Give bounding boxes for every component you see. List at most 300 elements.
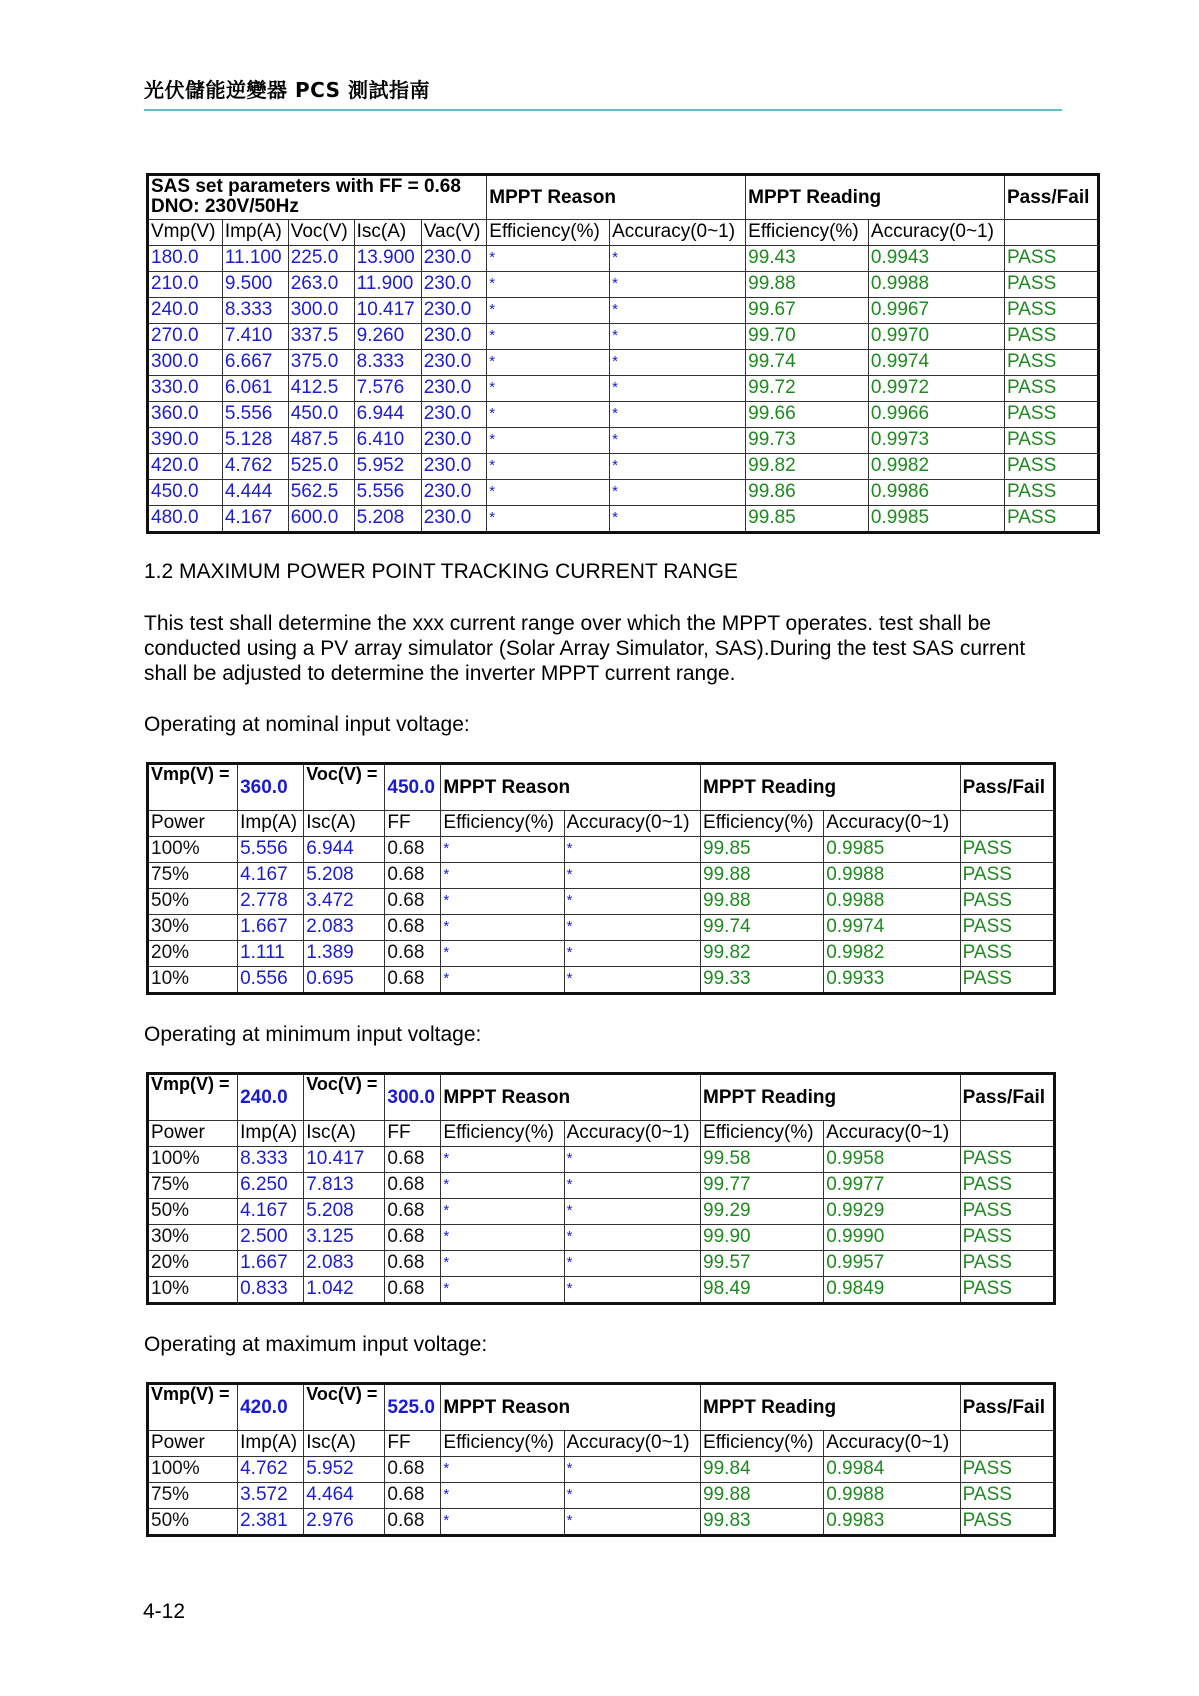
table-cell: 0.9929 — [824, 1199, 960, 1225]
table-cell: * — [441, 1483, 564, 1509]
column-header: Imp(A) — [222, 220, 288, 246]
maximum-voltage-table — [146, 1382, 1056, 1537]
table-cell: * — [564, 1251, 700, 1277]
table-cell: * — [564, 837, 700, 863]
table-cell: * — [487, 506, 610, 533]
table-cell: 6.250 — [238, 1173, 304, 1199]
column-header: Efficiency(%) — [701, 811, 824, 837]
table-cell: * — [564, 889, 700, 915]
table-cell: 4.167 — [238, 863, 304, 889]
table-cell: 5.556 — [238, 837, 304, 863]
table-row — [148, 402, 1099, 428]
table-cell: 2.500 — [238, 1225, 304, 1251]
table-cell: * — [441, 1173, 564, 1199]
table-cell: 0.9849 — [824, 1277, 960, 1304]
table-row — [148, 1251, 1055, 1277]
column-header: Efficiency(%) — [441, 1121, 564, 1147]
table-cell: * — [487, 298, 610, 324]
table-cell: 30% — [148, 915, 238, 941]
column-header: Efficiency(%) — [746, 220, 869, 246]
table-cell: 1.389 — [304, 941, 385, 967]
table-cell: 99.29 — [701, 1199, 824, 1225]
column-header: FF — [385, 1121, 441, 1147]
table-cell: * — [564, 1225, 700, 1251]
table-cell: 1.667 — [238, 915, 304, 941]
table-cell: 0.9958 — [824, 1147, 960, 1173]
column-header-row — [148, 1431, 1055, 1457]
table-cell: 99.86 — [746, 480, 869, 506]
pass-fail-cell: PASS — [1005, 298, 1099, 324]
table-cell: 7.576 — [354, 376, 421, 402]
table-header-row — [148, 175, 1099, 220]
table-cell: 2.083 — [304, 1251, 385, 1277]
table-row — [148, 1457, 1055, 1483]
pass-fail-cell: PASS — [1005, 246, 1099, 272]
column-header: Accuracy(0~1) — [564, 811, 700, 837]
table-cell: 230.0 — [421, 402, 487, 428]
table-cell: * — [610, 428, 746, 454]
table-cell: 3.125 — [304, 1225, 385, 1251]
table-cell: 99.88 — [701, 889, 824, 915]
pass-fail-cell: PASS — [1005, 350, 1099, 376]
table-cell: * — [564, 1199, 700, 1225]
section-paragraph: This test shall determine the xxx current range over which the MPPT operates. test shall be conducted using a PV array simulator (Solar Array Simulator, SAS).During the test SAS current shall be adjusted to determine the inverter MPPT current range. — [144, 612, 1026, 685]
group-header-mppt-reason: MPPT Reason — [441, 1384, 701, 1431]
voc-value: 525.0 — [385, 1384, 441, 1431]
table-cell: * — [441, 889, 564, 915]
column-header: Efficiency(%) — [441, 811, 564, 837]
table-cell: 0.9974 — [868, 350, 1004, 376]
table-cell: 0.68 — [385, 1225, 441, 1251]
minimum-voltage-table — [146, 1072, 1056, 1305]
table-cell: 8.333 — [354, 350, 421, 376]
table-cell: 0.9973 — [868, 428, 1004, 454]
table-cell: * — [487, 350, 610, 376]
column-header-row — [148, 1121, 1055, 1147]
table-cell: 5.128 — [222, 428, 288, 454]
table-cell: 300.0 — [148, 350, 223, 376]
table-cell: 0.9943 — [868, 246, 1004, 272]
group-header-mppt-reading: MPPT Reading — [701, 1074, 961, 1121]
table-cell: 75% — [148, 1483, 238, 1509]
table-cell: 99.74 — [746, 350, 869, 376]
table-cell: 1.042 — [304, 1277, 385, 1304]
table-cell: 2.976 — [304, 1509, 385, 1536]
table-cell: 6.944 — [304, 837, 385, 863]
table-row — [148, 324, 1099, 350]
column-header: Vmp(V) — [148, 220, 223, 246]
table-cell: 270.0 — [148, 324, 223, 350]
table-cell: * — [610, 246, 746, 272]
document-title: 光伏儲能逆變器 PCS 測試指南 — [144, 78, 431, 102]
pass-fail-cell: PASS — [1005, 428, 1099, 454]
table-cell: 99.73 — [746, 428, 869, 454]
table-cell: * — [441, 1251, 564, 1277]
table-cell: 330.0 — [148, 376, 223, 402]
table-cell: * — [564, 1509, 700, 1536]
table-cell: 0.9990 — [824, 1225, 960, 1251]
pass-fail-cell: PASS — [1005, 376, 1099, 402]
pass-fail-cell: PASS — [960, 1147, 1054, 1173]
table-cell: 0.68 — [385, 967, 441, 994]
table-cell: 230.0 — [421, 298, 487, 324]
table-cell: 230.0 — [421, 506, 487, 533]
table-cell: 412.5 — [288, 376, 354, 402]
table-cell: 0.9970 — [868, 324, 1004, 350]
pass-fail-cell: PASS — [960, 889, 1054, 915]
group-header-mppt-reading: MPPT Reading — [746, 175, 1005, 220]
vmp-value: 360.0 — [238, 764, 304, 811]
table-row — [148, 376, 1099, 402]
table-cell: 562.5 — [288, 480, 354, 506]
table-cell: 0.9988 — [868, 272, 1004, 298]
table-cell: 420.0 — [148, 454, 223, 480]
table-cell: * — [564, 1173, 700, 1199]
group-header-mppt-reason: MPPT Reason — [441, 764, 701, 811]
table-cell: 230.0 — [421, 246, 487, 272]
table-cell: 99.70 — [746, 324, 869, 350]
vmp-label: Vmp(V) = — [148, 1384, 238, 1431]
caption-nominal: Operating at nominal input voltage: — [144, 713, 470, 736]
group-header-pass-fail: Pass/Fail — [1005, 175, 1099, 220]
table-cell: 2.381 — [238, 1509, 304, 1536]
table-cell: 50% — [148, 889, 238, 915]
table-cell: 100% — [148, 837, 238, 863]
table-cell: * — [610, 350, 746, 376]
table-cell: 0.9982 — [868, 454, 1004, 480]
table-cell: 4.167 — [238, 1199, 304, 1225]
table-cell: 99.72 — [746, 376, 869, 402]
column-header — [960, 1121, 1054, 1147]
table-row — [148, 837, 1055, 863]
table-cell: 7.813 — [304, 1173, 385, 1199]
table-cell: 0.9985 — [868, 506, 1004, 533]
group-header-pass-fail: Pass/Fail — [960, 1384, 1054, 1431]
table-cell: 0.9988 — [824, 863, 960, 889]
table-cell: * — [564, 941, 700, 967]
table-cell: 6.667 — [222, 350, 288, 376]
column-header: Power — [148, 1121, 238, 1147]
table-cell: 6.061 — [222, 376, 288, 402]
table-cell: * — [610, 402, 746, 428]
table-cell: 4.464 — [304, 1483, 385, 1509]
table-cell: * — [487, 272, 610, 298]
pass-fail-cell: PASS — [960, 1483, 1054, 1509]
table-cell: * — [564, 1483, 700, 1509]
table-cell: 99.88 — [746, 272, 869, 298]
table-cell: 1.667 — [238, 1251, 304, 1277]
column-header: Power — [148, 1431, 238, 1457]
table-cell: 99.67 — [746, 298, 869, 324]
table-cell: * — [610, 272, 746, 298]
table-cell: * — [441, 1509, 564, 1536]
table-cell: 210.0 — [148, 272, 223, 298]
table-cell: 99.33 — [701, 967, 824, 994]
table-cell: 230.0 — [421, 376, 487, 402]
pass-fail-cell: PASS — [960, 967, 1054, 994]
table-cell: * — [441, 863, 564, 889]
table-cell: 0.9988 — [824, 889, 960, 915]
pass-fail-cell: PASS — [1005, 272, 1099, 298]
table-cell: 3.572 — [238, 1483, 304, 1509]
table-cell: * — [564, 1457, 700, 1483]
group-header-mppt-reason: MPPT Reason — [487, 175, 746, 220]
column-header — [1005, 220, 1099, 246]
table-cell: 99.84 — [701, 1457, 824, 1483]
table-cell: * — [564, 915, 700, 941]
page-header — [144, 74, 1062, 111]
table-cell: * — [441, 1199, 564, 1225]
table-cell: 0.9972 — [868, 376, 1004, 402]
column-header: Accuracy(0~1) — [610, 220, 746, 246]
table-cell: 0.68 — [385, 941, 441, 967]
table-cell: 4.762 — [238, 1457, 304, 1483]
table-cell: 30% — [148, 1225, 238, 1251]
table-cell: 5.556 — [222, 402, 288, 428]
group-header-mppt-reading: MPPT Reading — [701, 764, 961, 811]
table-cell: 0.9966 — [868, 402, 1004, 428]
pass-fail-cell: PASS — [960, 1457, 1054, 1483]
table-cell: 99.43 — [746, 246, 869, 272]
table-cell: 8.333 — [222, 298, 288, 324]
table-cell: 9.260 — [354, 324, 421, 350]
voc-label: Voc(V) = — [304, 764, 385, 811]
table-cell: 450.0 — [288, 402, 354, 428]
column-header-row — [148, 811, 1055, 837]
table-cell: 0.9974 — [824, 915, 960, 941]
column-header-row — [148, 220, 1099, 246]
table-row — [148, 967, 1055, 994]
table-cell: 11.900 — [354, 272, 421, 298]
column-header: Accuracy(0~1) — [824, 811, 960, 837]
table-cell: 8.333 — [238, 1147, 304, 1173]
column-header: Isc(A) — [354, 220, 421, 246]
table-cell: * — [441, 1147, 564, 1173]
table-cell: 99.85 — [746, 506, 869, 533]
column-header: Accuracy(0~1) — [564, 1121, 700, 1147]
table-cell: 263.0 — [288, 272, 354, 298]
column-header: Efficiency(%) — [701, 1121, 824, 1147]
table-cell: 0.9985 — [824, 837, 960, 863]
column-header: Vac(V) — [421, 220, 487, 246]
table-cell: 99.77 — [701, 1173, 824, 1199]
table-cell: 11.100 — [222, 246, 288, 272]
table-cell: 5.208 — [304, 1199, 385, 1225]
table-title-line2: DNO: 230V/50Hz — [151, 196, 299, 217]
pass-fail-cell: PASS — [960, 1277, 1054, 1304]
table-title-cell — [148, 175, 487, 220]
pass-fail-cell: PASS — [960, 1225, 1054, 1251]
table-cell: 99.82 — [746, 454, 869, 480]
table-cell: * — [564, 1277, 700, 1304]
table-cell: * — [441, 837, 564, 863]
pass-fail-cell: PASS — [960, 1199, 1054, 1225]
table-cell: 50% — [148, 1199, 238, 1225]
table-cell: 0.9957 — [824, 1251, 960, 1277]
pass-fail-cell: PASS — [960, 837, 1054, 863]
table-row — [148, 1173, 1055, 1199]
table-cell: 180.0 — [148, 246, 223, 272]
table-row — [148, 1483, 1055, 1509]
voc-value: 300.0 — [385, 1074, 441, 1121]
table-cell: 3.472 — [304, 889, 385, 915]
table-row — [148, 1147, 1055, 1173]
table-cell: 230.0 — [421, 324, 487, 350]
table-row — [148, 246, 1099, 272]
table-cell: 98.49 — [701, 1277, 824, 1304]
table-cell: * — [487, 428, 610, 454]
table-cell: 0.9983 — [824, 1509, 960, 1536]
table-cell: * — [441, 941, 564, 967]
pass-fail-cell: PASS — [960, 1509, 1054, 1536]
table-cell: * — [487, 480, 610, 506]
table-cell: * — [610, 298, 746, 324]
table-cell: 0.68 — [385, 889, 441, 915]
table-cell: 99.88 — [701, 863, 824, 889]
nominal-voltage-table — [146, 762, 1056, 995]
table-cell: 5.952 — [304, 1457, 385, 1483]
table-cell: 5.952 — [354, 454, 421, 480]
table-row — [148, 272, 1099, 298]
table-cell: 600.0 — [288, 506, 354, 533]
table-cell: * — [487, 402, 610, 428]
column-header: Imp(A) — [238, 1431, 304, 1457]
table-cell: 99.66 — [746, 402, 869, 428]
column-header: Voc(V) — [288, 220, 354, 246]
table-cell: 50% — [148, 1509, 238, 1536]
pass-fail-cell: PASS — [1005, 402, 1099, 428]
table-row — [148, 863, 1055, 889]
voc-label: Voc(V) = — [304, 1384, 385, 1431]
column-header: Accuracy(0~1) — [564, 1431, 700, 1457]
table-cell: 2.083 — [304, 915, 385, 941]
table-cell: 0.68 — [385, 863, 441, 889]
table-cell: 99.90 — [701, 1225, 824, 1251]
table-header-row — [148, 764, 1055, 811]
table-cell: 10.417 — [354, 298, 421, 324]
group-header-mppt-reason: MPPT Reason — [441, 1074, 701, 1121]
table-cell: 360.0 — [148, 402, 223, 428]
table-cell: * — [441, 915, 564, 941]
table-cell: 0.68 — [385, 1199, 441, 1225]
table-cell: 0.68 — [385, 837, 441, 863]
group-header-pass-fail: Pass/Fail — [960, 1074, 1054, 1121]
table-cell: 99.74 — [701, 915, 824, 941]
table-cell: * — [487, 324, 610, 350]
table-cell: 375.0 — [288, 350, 354, 376]
table-cell: 0.68 — [385, 915, 441, 941]
voc-label: Voc(V) = — [304, 1074, 385, 1121]
table-cell: 99.82 — [701, 941, 824, 967]
table-cell: 390.0 — [148, 428, 223, 454]
table-row — [148, 1199, 1055, 1225]
page-number: 4-12 — [143, 1600, 186, 1623]
table-cell: 230.0 — [421, 272, 487, 298]
table-header-row — [148, 1384, 1055, 1431]
pass-fail-cell: PASS — [1005, 480, 1099, 506]
column-header: Accuracy(0~1) — [868, 220, 1004, 246]
table-cell: * — [610, 480, 746, 506]
pass-fail-cell: PASS — [960, 1173, 1054, 1199]
column-header: Isc(A) — [304, 1121, 385, 1147]
table-row — [148, 428, 1099, 454]
table-cell: 10% — [148, 1277, 238, 1304]
table-cell: * — [610, 324, 746, 350]
column-header: Efficiency(%) — [701, 1431, 824, 1457]
table-cell: 0.9933 — [824, 967, 960, 994]
column-header: Isc(A) — [304, 811, 385, 837]
table-cell: 0.9984 — [824, 1457, 960, 1483]
table-row — [148, 480, 1099, 506]
table-cell: 0.68 — [385, 1147, 441, 1173]
table-cell: 0.68 — [385, 1509, 441, 1536]
table-cell: 230.0 — [421, 350, 487, 376]
table-cell: 1.111 — [238, 941, 304, 967]
pass-fail-cell: PASS — [960, 941, 1054, 967]
table-row — [148, 915, 1055, 941]
table-cell: * — [564, 863, 700, 889]
table-cell: 480.0 — [148, 506, 223, 533]
column-header: Isc(A) — [304, 1431, 385, 1457]
pass-fail-cell: PASS — [1005, 454, 1099, 480]
table-cell: 100% — [148, 1147, 238, 1173]
table-cell: 99.88 — [701, 1483, 824, 1509]
table-cell: 0.833 — [238, 1277, 304, 1304]
table-row — [148, 350, 1099, 376]
table-cell: * — [564, 1147, 700, 1173]
table-cell: 6.410 — [354, 428, 421, 454]
table-cell: 5.208 — [304, 863, 385, 889]
table-cell: 13.900 — [354, 246, 421, 272]
table-cell: 230.0 — [421, 428, 487, 454]
table-row — [148, 889, 1055, 915]
table-cell: 99.83 — [701, 1509, 824, 1536]
table-row — [148, 941, 1055, 967]
table-cell: 2.778 — [238, 889, 304, 915]
caption-minimum: Operating at minimum input voltage: — [144, 1023, 482, 1046]
table-row — [148, 298, 1099, 324]
column-header: Accuracy(0~1) — [824, 1121, 960, 1147]
column-header — [960, 1431, 1054, 1457]
table-row — [148, 1225, 1055, 1251]
section-heading: 1.2 MAXIMUM POWER POINT TRACKING CURRENT RANGE — [144, 560, 738, 583]
vmp-value: 420.0 — [238, 1384, 304, 1431]
column-header: Efficiency(%) — [487, 220, 610, 246]
table-header-row — [148, 1074, 1055, 1121]
column-header: Imp(A) — [238, 1121, 304, 1147]
pass-fail-cell: PASS — [1005, 324, 1099, 350]
table-cell: * — [487, 246, 610, 272]
table-cell: 4.444 — [222, 480, 288, 506]
sas-parameters-table — [146, 173, 1100, 534]
column-header — [960, 811, 1054, 837]
table-cell: 337.5 — [288, 324, 354, 350]
table-cell: 230.0 — [421, 480, 487, 506]
table-cell: * — [441, 1277, 564, 1304]
table-cell: 0.9982 — [824, 941, 960, 967]
table-cell: 0.556 — [238, 967, 304, 994]
column-header: FF — [385, 1431, 441, 1457]
table-cell: * — [441, 967, 564, 994]
table-cell: 99.85 — [701, 837, 824, 863]
table-cell: 450.0 — [148, 480, 223, 506]
table-title-line1: SAS set parameters with FF = 0.68 — [151, 176, 461, 197]
group-header-mppt-reading: MPPT Reading — [701, 1384, 961, 1431]
table-cell: 0.68 — [385, 1251, 441, 1277]
table-cell: * — [487, 454, 610, 480]
table-cell: 240.0 — [148, 298, 223, 324]
vmp-value: 240.0 — [238, 1074, 304, 1121]
